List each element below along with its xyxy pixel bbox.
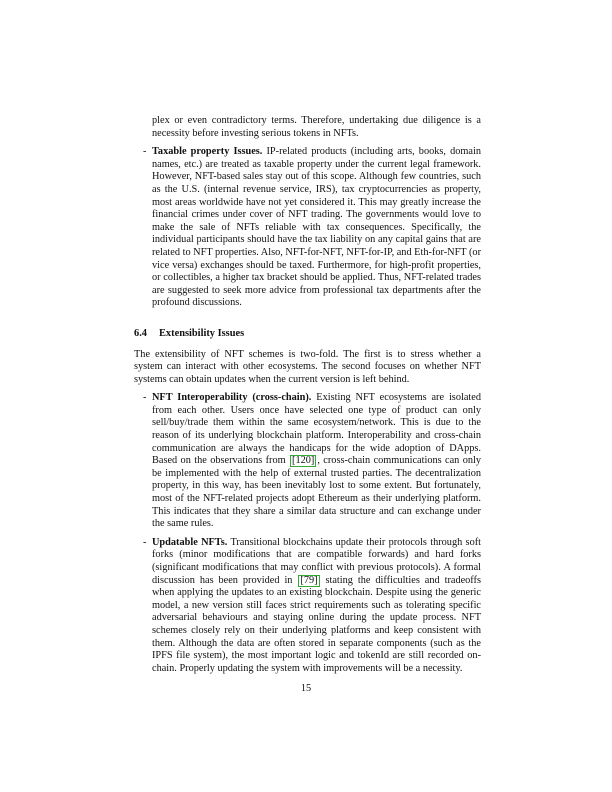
list-item-updatable-nfts xyxy=(134,537,481,676)
citation-link[interactable]: [79] xyxy=(300,574,318,586)
page-number: 15 xyxy=(300,683,312,694)
bullet-dash: - xyxy=(143,536,147,548)
bullet-dash: - xyxy=(143,146,147,158)
continued-paragraph: plex or even contradictory terms. Therefore, undertaking due diligence is a necessity before investing serious tokens in NFTs. xyxy=(152,115,481,139)
section-number: 6.4 xyxy=(134,327,147,339)
section-heading xyxy=(134,328,481,341)
section-intro: The extensibility of NFT schemes is two-fold. The first is to stress whether a system can interact with other ecosystems. The second focuses on whether NFT systems can obtain updates when the current version is left behind. xyxy=(134,348,481,385)
citation-link[interactable]: [120] xyxy=(292,455,315,467)
bullet-dash: - xyxy=(143,392,147,404)
list-item-taxable-property xyxy=(134,146,481,310)
item-text: , cross-chain communications can only be implemented with the help of external trusted parties. The decentralization property, in this way, has been inevitably lost to some extent. But fortunately, most of the NFT-related projects adopt Ethereum as their underlying platform. This indicates that they share a similar data structure and can exchange under the same rules. xyxy=(152,455,481,530)
item-lead: Taxable property Issues. xyxy=(152,146,263,158)
item-text: IP-related products (including arts, books, domain names, etc.) are treated as taxable property under the current legal framework. However, NFT-based sales stay out of this scope. Although few countries, such as the U.S. (internal revenue service, IRS), tax cryptocurrencies as property, most areas worldwide have not yet considered it. This may greatly increase the financial crimes under cover of NFT trading. The governments would love to make the sale of NFTs reliable with tax consequences. Specifically, the individual participants should have the tax liability on any capital gains that are related to NFT properties. Also, NFT-for-NFT, NFT-for-IP, and Eth-for-NFT (or vice versa) exchanges should be taxed. Furthermore, for high-profit properties, or collectibles, a higher tax bracket should be applied. Thus, NFT-related trades are suggested to seek more advice from professional tax departments after the profound discussions. xyxy=(152,146,481,309)
item-text: Existing NFT ecosystems are isolated from each other. Users once have selected one type of product can only sell/buy/trade them within the same ecosystem/network. This is due to the reason of its underlying blockchain platform. Interoperability and cross-chain communication are always the handicaps for the wide adoption of DApps. Based on the observations from xyxy=(152,392,481,467)
item-lead: Updatable NFTs. xyxy=(152,536,228,548)
list-item-interoperability xyxy=(134,392,481,531)
item-lead: NFT Interoperability (cross-chain). xyxy=(152,392,312,404)
text-column xyxy=(134,115,481,675)
section-title: Extensibility Issues xyxy=(159,327,245,339)
item-text: Transitional blockchains update their protocols through soft forks (minor modifications that are compatible forwards) and hard forks (significant modifications that may conflict with previous protocols). A formal discussion has been provided in xyxy=(152,536,482,586)
item-text: stating the difficulties and tradeoffs when applying the updates to an existing blockchain. Despite using the generic model, a new version still faces strict requirements such as tolerating specific adversarial behaviours and staying online during the update process. NFT schemes closely rely on their underlying platforms and keep consistent with them. Although the data are often stored in separate components (such as the IPFS file system), the most important logic and tokenId are still recorded on-chain. Properly updating the system with improvements will be a necessity. xyxy=(152,574,481,674)
